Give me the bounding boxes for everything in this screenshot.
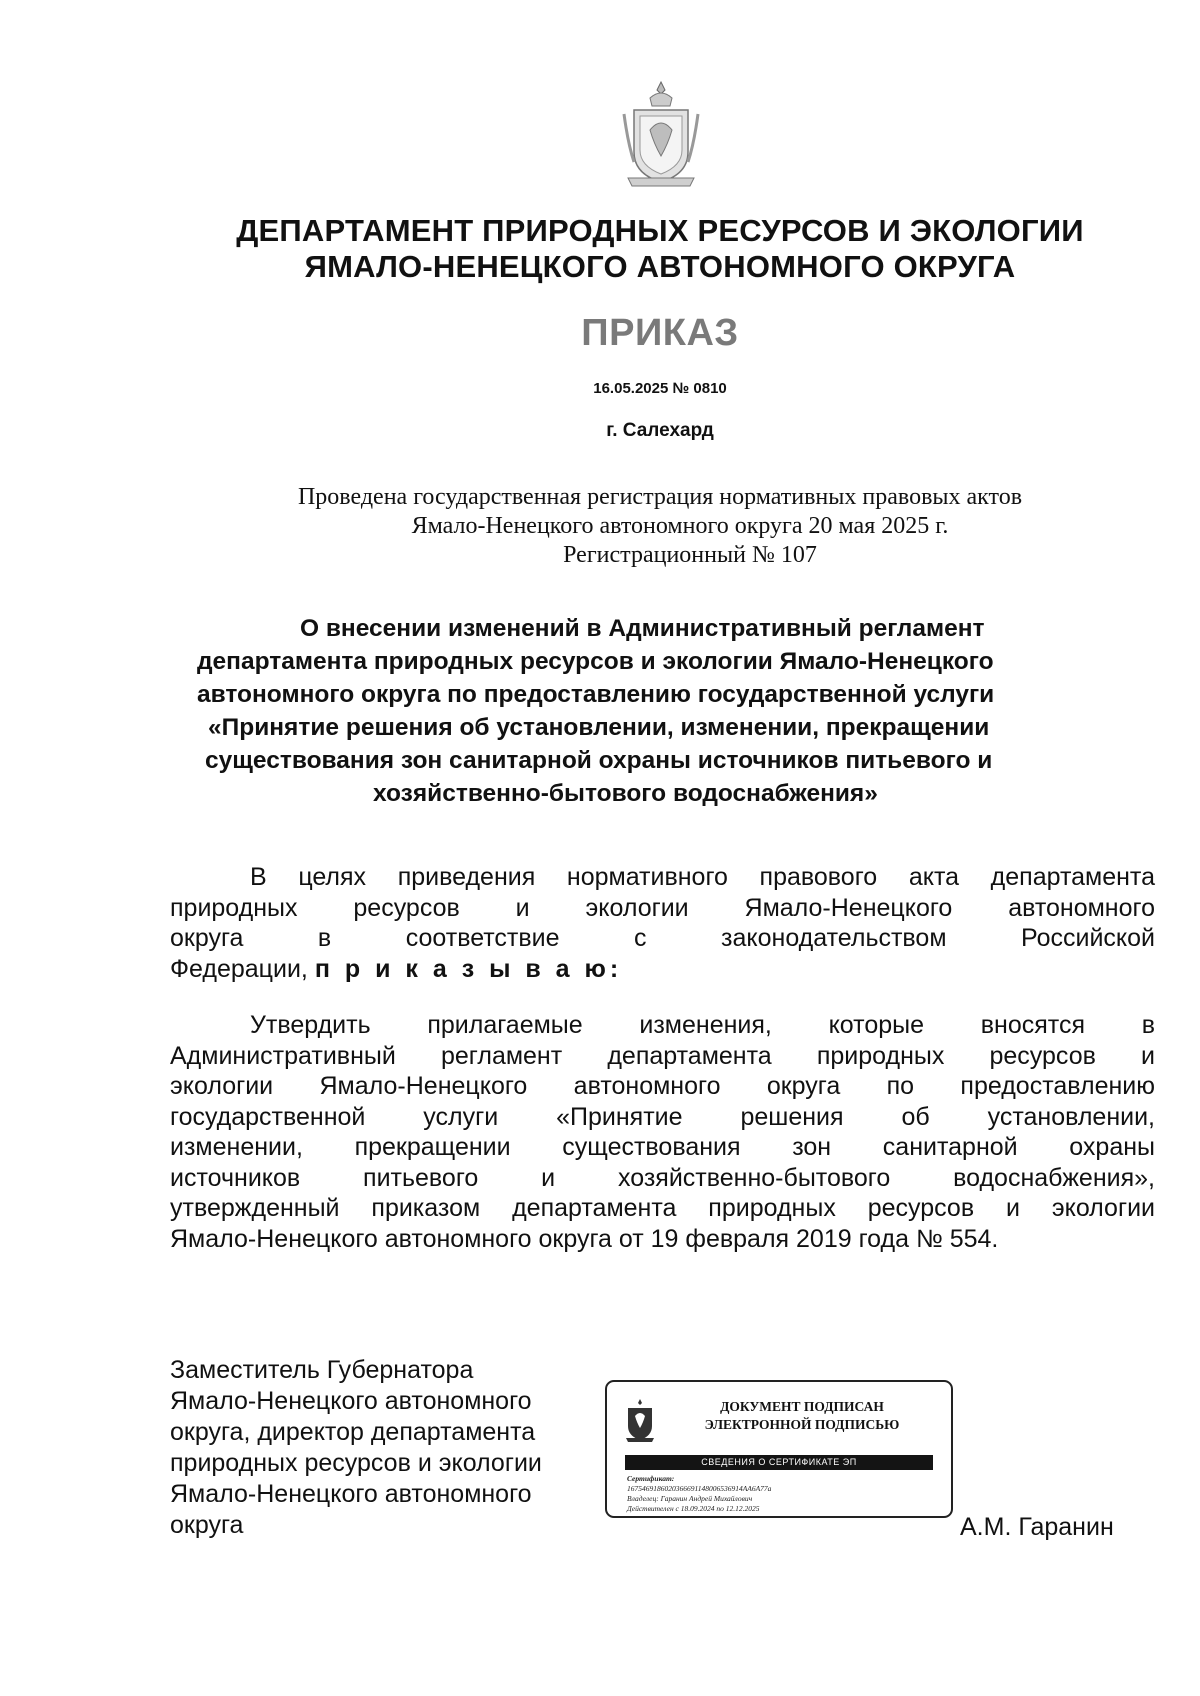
department-title-line2: ЯМАЛО-НЕНЕЦКОГО АВТОНОМНОГО ОКРУГА	[304, 249, 1016, 284]
subject-line: департамента природных ресурсов и экологии Ямало-Ненецкого	[197, 648, 994, 675]
subject-line: автономного округа по предоставлению государственной услуги	[197, 681, 995, 708]
order-line: Административный регламент департамента природных ресурсов и	[170, 1041, 1155, 1070]
coat-of-arms-icon	[620, 80, 702, 190]
signer-position-line: округа, директор департамента	[170, 1418, 536, 1446]
order-paragraph	[170, 1010, 1155, 1254]
preamble-line: округа в соответствие с законодательством Российской	[170, 924, 1155, 952]
department-title-line1: ДЕПАРТАМЕНТ ПРИРОДНЫХ РЕСУРСОВ И ЭКОЛОГИИ	[236, 213, 1084, 248]
registration-line2: Ямало-Ненецкого автономного округа 20 мая 2025 г.	[411, 513, 949, 539]
order-word: п р и к а з ы в а ю:	[314, 954, 623, 983]
stamp-certificate-label: Сертификат:	[627, 1474, 675, 1483]
subject-line: существования зон санитарной охраны источников питьевого и	[205, 747, 993, 774]
stamp-certificate-header: СВЕДЕНИЯ О СЕРТИФИКАТЕ ЭП	[625, 1455, 933, 1470]
stamp-emblem-icon	[623, 1398, 657, 1444]
electronic-signature-stamp	[605, 1380, 953, 1518]
subject-line: хозяйственно-бытового водоснабжения»	[373, 780, 878, 807]
order-date-number: 16.05.2025 № 0810	[593, 380, 727, 397]
signer-position-line: Ямало-Ненецкого автономного	[170, 1387, 532, 1415]
order-line: Утвердить прилагаемые изменения, которые вносятся в	[250, 1011, 1155, 1039]
registration-line1: Проведена государственная регистрация нормативных правовых актов	[297, 484, 1023, 510]
signer-position-line: округа	[170, 1511, 244, 1539]
stamp-title-line2: ЭЛЕКТРОННОЙ ПОДПИСЬЮ	[704, 1417, 900, 1432]
signer-position	[170, 1355, 600, 1541]
signer-name: А.М. Гаранин	[960, 1513, 1114, 1541]
preamble-line: природных ресурсов и экологии Ямало-Ненецкого автономного	[170, 893, 1155, 922]
order-line: государственной услуги «Принятие решения об установлении,	[170, 1102, 1155, 1131]
preamble-line-final	[170, 954, 1155, 985]
stamp-title	[667, 1398, 937, 1434]
order-line: экологии Ямало-Ненецкого автономного округа по предоставлению	[170, 1072, 1155, 1100]
order-city: г. Салехард	[606, 420, 714, 441]
signer-position-line: Ямало-Ненецкого автономного	[170, 1480, 532, 1508]
order-line: утвержденный приказом департамента природных ресурсов и экологии	[170, 1194, 1155, 1222]
order-line: источников питьевого и хозяйственно-бытового водоснабжения»,	[170, 1163, 1155, 1192]
order-line: Ямало-Ненецкого автономного округа от 19 февраля 2019 года № 554.	[170, 1224, 999, 1253]
preamble-line: Федерации,	[170, 954, 315, 983]
stamp-title-line1: ДОКУМЕНТ ПОДПИСАН	[720, 1399, 884, 1414]
preamble-paragraph	[170, 862, 1155, 984]
document-type-title: ПРИКАЗ	[581, 312, 739, 354]
subject-line: «Принятие решения об установлении, изменении, прекращении	[208, 714, 990, 741]
registration-line3: Регистрационный № 107	[563, 542, 817, 568]
preamble-line: В целях приведения нормативного правового акта департамента	[250, 863, 1155, 891]
order-line: изменении, прекращении существования зон санитарной охраны	[170, 1133, 1155, 1161]
stamp-certificate-number: 1675469186020366691148006536914AA6A77a	[627, 1484, 772, 1493]
subject-line: О внесении изменений в Административный регламент	[300, 615, 985, 642]
signer-position-line: Заместитель Губернатора	[170, 1356, 474, 1384]
stamp-validity: Действителен с 18.09.2024 по 12.12.2025	[627, 1504, 760, 1513]
stamp-owner: Владелец: Гаранин Андрей Михайлович	[627, 1494, 753, 1503]
signer-position-line: природных ресурсов и экологии	[170, 1449, 542, 1477]
